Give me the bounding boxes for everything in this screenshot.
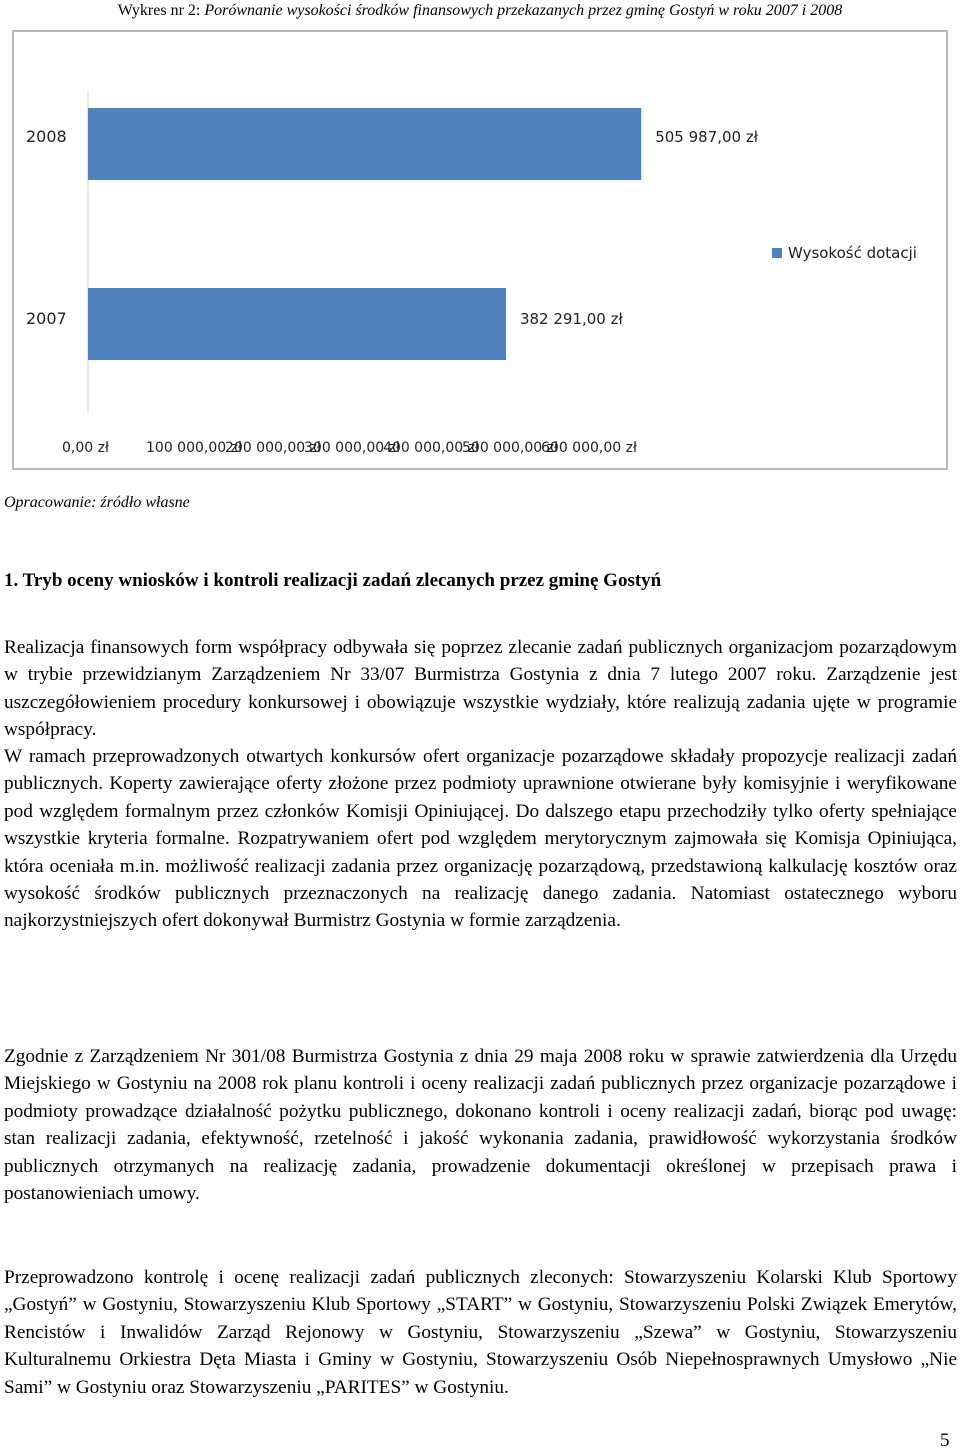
x-tick-label: 400 000,00 zł (383, 440, 479, 456)
bar-chart (12, 30, 948, 470)
paragraph-2: W ramach przeprowadzonych otwartych konkursów ofert organizacje pozarządowe składały propozycje realizacji zadań publicznych. Koperty zawierające oferty złożone przez podmioty uprawnione otwierane były komisyjnie i weryfikowane pod względem formalnym przez członków Komisji Opiniującej. Do dalszego etapu przechodziły tylko oferty spełniające wszystkie kryteria formalne. Rozpatrywaniem ofert pod względem merytorycznym zajmowała się Komisja Opiniująca, która oceniała m.in. możliwość realizacji zadania przez organizację pozarządową, przedstawioną kalkulację kosztów oraz wysokość środków publicznych przeznaczonych na realizację danego zadania. Natomiast ostatecznego wyboru najkorzystniejszych ofert dokonywał Burmistrz Gostynia w formie zarządzenia. (4, 746, 957, 932)
x-tick-label: 500 000,00 zł (462, 440, 558, 456)
category-label-2008: 2008 (26, 127, 67, 146)
paragraph-4: Przeprowadzono kontrolę i ocenę realizacji zadań publicznych zleconych: Stowarzyszeniu Kolarski Klub Sportowy „Gostyń” w Gostyniu, Stowarzyszeniu Klub Sportowy „START” w Gostyniu, Stowarzyszeniu Polski Związek Emerytów, Rencistów i Inwalidów Zarząd Rejonowy w Gostyniu, Stowarzyszeniu „Szewa” w Gostyniu, Stowarzyszeniu Kulturalnemu Orkiestra Dęta Miasta i Gminy w Gostyniu, Stowarzyszeniu Osób Niepełnosprawnych Umysłowo „Nie Sami” w Gostyniu oraz Stowarzyszeniu „PARITES” w Gostyniu. (4, 1267, 957, 1398)
x-tick-label: 100 000,00 zł (146, 440, 242, 456)
category-label-2007: 2007 (26, 309, 67, 328)
x-tick-label: 200 000,00 zł (225, 440, 321, 456)
figure-caption (0, 2, 960, 20)
data-label-2007: 382 291,00 zł (519, 310, 623, 328)
x-tick-label: 0,00 zł (62, 440, 109, 456)
legend-label: Wysokość dotacji (788, 244, 917, 262)
figure-source: Opracowanie: źródło własne (4, 494, 190, 511)
paragraph-3: Zgodnie z Zarządzeniem Nr 301/08 Burmistrza Gostynia z dnia 29 maja 2008 roku w sprawie zatwierdzenia dla Urzędu Miejskiego w Gostyniu na 2008 rok planu kontroli i oceny realizacji zadań publicznych przez organizacje pozarządowe i podmioty prowadzące działalność pożytku publicznego, dokonano kontroli i oceny realizacji zadań, biorąc pod uwagę: stan realizacji zadania, efektywność, rzetelność i jakość wykonania zadania, prawidłowość wykorzystania środków publicznych otrzymanych na realizację zadania, prowadzenie dokumentacji określonej w przepisach prawa i postanowieniach umowy. (4, 1046, 957, 1205)
figure-caption-prefix: Wykres nr 2: (117, 2, 205, 19)
bar-2008 (88, 108, 641, 180)
x-tick-label: 600 000,00 zł (541, 440, 637, 456)
paragraph-1: Realizacja finansowych form współpracy odbywała się poprzez zlecanie zadań publicznych organizacjom pozarządowym w trybie przewidzianym Zarządzeniem Nr 33/07 Burmistrza Gostynia z dnia 7 lutego 2007 roku. Zarządzenie jest uszczegółowieniem procedury konkursowej i obowiązuje wszystkie wydziały, które realizują zadania ujęte w programie współpracy. (4, 637, 957, 741)
page-number: 5 (940, 1430, 950, 1451)
section-heading: 1. Tryb oceny wniosków i kontroli realizacji zadań zlecanych przez gminę Gostyń (4, 570, 662, 591)
figure-caption-title: Porównanie wysokości środków finansowych przekazanych przez gminę Gostyń w roku 2007 i 2008 (204, 2, 843, 19)
chart-svg (14, 32, 946, 468)
bar-2007 (88, 288, 506, 360)
legend-swatch (772, 248, 782, 258)
data-label-2008: 505 987,00 zł (655, 128, 759, 146)
x-tick-label: 300 000,00 zł (304, 440, 400, 456)
